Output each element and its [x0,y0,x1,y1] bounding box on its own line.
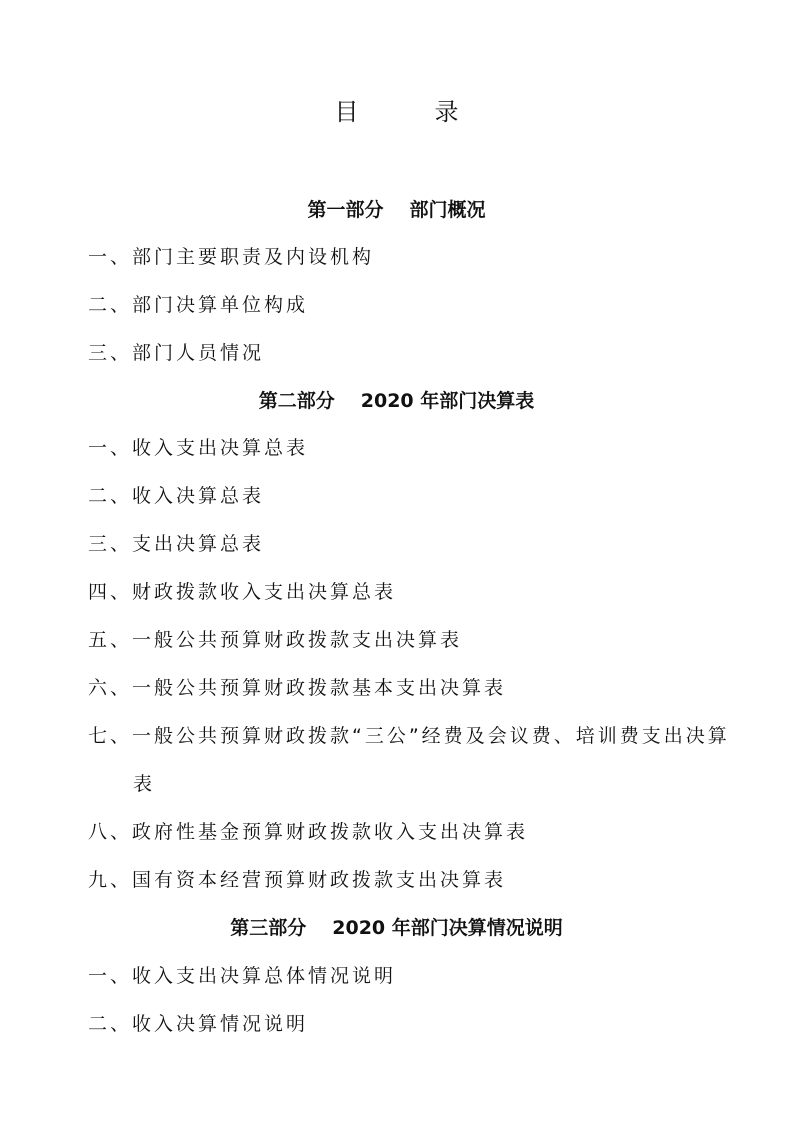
part-title: 2020 年部门决算情况说明 [332,917,563,939]
part-heading-2 [0,386,793,416]
toc-item[interactable]: 一、部门主要职责及内设机构 [88,246,375,268]
part-heading-3 [0,913,793,943]
part-heading-1 [0,195,793,225]
toc-item[interactable]: 二、收入决算总表 [88,485,265,507]
toc-item[interactable]: 四、财政拨款收入支出决算总表 [88,581,397,603]
toc-item[interactable]: 八、政府性基金预算财政拨款收入支出决算表 [88,821,529,843]
toc-item[interactable]: 二、收入决算情况说明 [88,1013,309,1035]
part-title: 2020 年部门决算表 [360,390,535,412]
toc-item[interactable]: 一、收入支出决算总体情况说明 [88,965,397,987]
toc-item[interactable]: 五、一般公共预算财政拨款支出决算表 [88,629,463,651]
part-title: 部门概况 [409,199,486,221]
toc-title: 目 录 [334,98,485,126]
part-label: 第二部分 [258,390,335,412]
toc-item[interactable]: 三、支出决算总表 [88,533,265,555]
toc-item-continuation[interactable]: 表 [133,773,156,795]
toc-item[interactable]: 三、部门人员情况 [88,342,265,364]
toc-item[interactable]: 一、收入支出决算总表 [88,437,309,459]
part-label: 第三部分 [230,917,307,939]
toc-item[interactable]: 九、国有资本经营预算财政拨款支出决算表 [88,869,507,891]
toc-item[interactable]: 六、一般公共预算财政拨款基本支出决算表 [88,677,507,699]
part-label: 第一部分 [307,199,384,221]
toc-item[interactable]: 七、一般公共预算财政拨款“三公”经费及会议费、培训费支出决算 [88,725,730,747]
toc-item[interactable]: 二、部门决算单位构成 [88,294,309,316]
